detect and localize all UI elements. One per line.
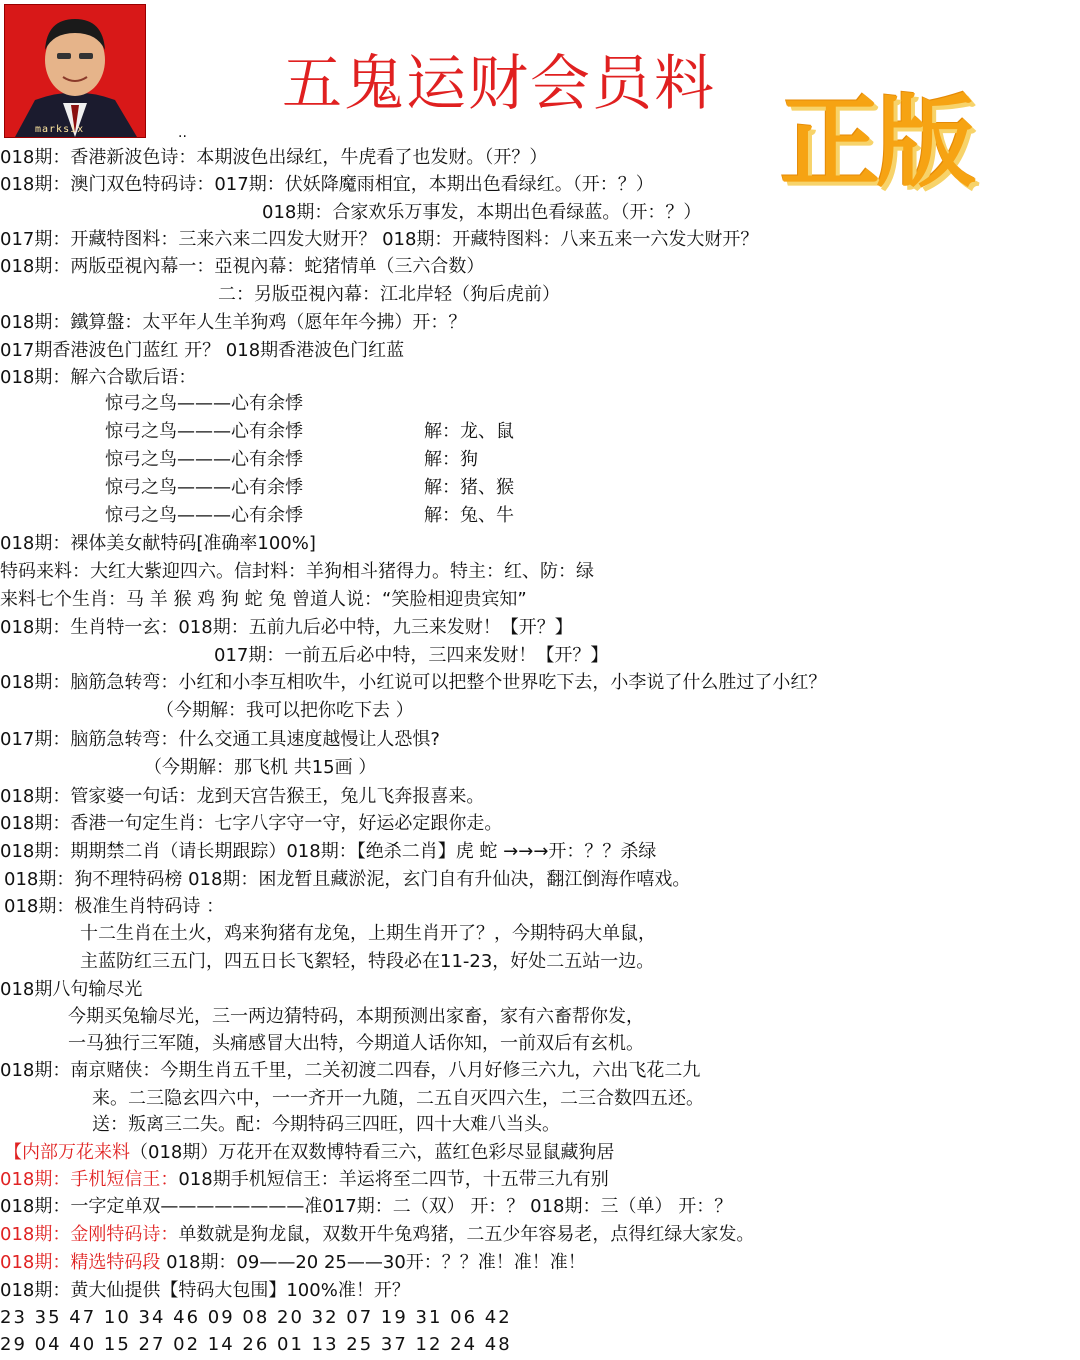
shouji-label: 018期：手机短信王：: [0, 1169, 179, 1190]
shouji-text: 018期手机短信王：羊运将至二四节，十五带三九有别: [178, 1169, 609, 1190]
jingxuan-line: [0, 1252, 586, 1274]
text-line: 十二生肖在土火，鸡来狗猪有龙兔，上期生肖开了？，今期特码大单鼠，: [80, 923, 656, 944]
jingang-line: [0, 1224, 754, 1246]
text-line: 惊弓之鸟———心有余悸: [105, 477, 303, 498]
jingxuan-text: 018期：09——20 25——30开：？？准！准！准！: [160, 1252, 586, 1273]
text-line: 018期：期期禁二肖（请长期跟踪）018期：【绝杀二肖】虎 蛇 →→→开：？？杀绿: [0, 841, 657, 862]
text-line: 主蓝防红三五门，四五日长飞絮轻，特段必在11-23，好处二五站一边。: [80, 951, 655, 972]
text-line: 018期：合家欢乐万事发，本期出色看绿蓝。（开：？）: [262, 202, 702, 223]
portrait-photo: [4, 4, 146, 138]
shouji-line: [0, 1169, 609, 1191]
text-line: 018期：极准生肖特码诗 ：: [4, 896, 225, 917]
text-line: 018期八句输尽光: [0, 979, 143, 1000]
text-line: 018期：生肖特一玄：018期：五前九后必中特，九三来发财！【开？】: [0, 617, 573, 638]
text-line: 解：猪、猴: [424, 477, 514, 498]
portrait-illustration: [5, 5, 145, 137]
number-row: 29 04 40 15 27 02 14 26 01 13 25 37 12 24 48: [0, 1334, 512, 1355]
text-line: 解：狗: [424, 449, 478, 470]
text-line: 018期：黄大仙提供【特码大包围】100%准！开？: [0, 1280, 410, 1301]
text-line: 017期：脑筋急转弯：什么交通工具速度越慢让人恐惧?: [0, 729, 440, 750]
text-line: 018期：鐵算盤：太平年人生羊狗鸡（愿年年今拂）开：？: [0, 312, 467, 333]
page-title: 五鬼运财会员料: [282, 49, 716, 119]
text-line: 解：兔、牛: [424, 505, 514, 526]
text-line: 017期香港波色门蓝红 开？ 018期香港波色门红蓝: [0, 340, 405, 361]
text-line: 018期：香港新波色诗：本期波色出绿红，牛虎看了也发财。（开？）: [0, 147, 548, 168]
photo-caption: marksix: [35, 124, 85, 135]
text-line: 惊弓之鸟———心有余悸: [105, 449, 303, 470]
text-line: 二：另版亞視內幕：江北岸轻（狗后虎前）: [218, 284, 560, 305]
text-line: 018期：解六合歇后语：: [0, 367, 197, 388]
text-line: 惊弓之鸟———心有余悸: [105, 421, 303, 442]
text-line: 来。二三隐玄四六中，一一齐开一九随，二五自灭四六生，二三合数四五还。: [92, 1088, 704, 1109]
neibu-text: （018期）万花开在双数博特看三六，蓝红色彩尽显鼠藏狗居: [130, 1142, 615, 1163]
text-line: 惊弓之鸟———心有余悸: [105, 393, 303, 414]
text-line: （今期解：我可以把你吃下去 ）: [156, 700, 414, 721]
neibu-label: 【内部万花来料: [4, 1142, 130, 1163]
neibu-line: [4, 1142, 614, 1164]
jingang-text: 单数就是狗龙鼠，双数开牛兔鸡猪，二五少年容易老，点得红绿大家发。: [178, 1224, 755, 1245]
number-row: 23 35 47 10 34 46 09 08 20 32 07 19 31 06 42: [0, 1307, 512, 1328]
text-line: 018期：管家婆一句话：龙到天宫告猴王，兔儿飞奔报喜来。: [0, 786, 485, 807]
text-line: 018期：狗不理特码榜 018期：困龙暂且藏淤泥，玄门自有升仙决，翻江倒海作嘻戏。: [4, 869, 691, 890]
text-line: 018期：香港一句定生肖：七字八字守一守，好运必定跟你走。: [0, 813, 503, 834]
text-line: 一马独行三军随，头痛感冒大出特，今期道人话你知，一前双后有玄机。: [68, 1033, 644, 1054]
text-line: 送：叛离三二失。配：今期特码三四旺，四十大难八当头。: [92, 1114, 560, 1135]
text-line: 今期买兔输尽光，三一两边猜特码，本期预测出家畜，家有六畜帮你发，: [68, 1006, 644, 1027]
text-line: 018期：一字定单双————————准017期：二（双） 开：？ 018期：三（单） 开：？: [0, 1196, 733, 1217]
text-line: （今期解：那飞机 共15画 ）: [144, 757, 377, 778]
genuine-stamp: 正版: [780, 84, 972, 201]
text-line: 特码来料：大红大紫迎四六。信封料：羊狗相斗猪得力。特主：红、防：绿: [0, 561, 594, 582]
jingxuan-label: 018期：精选特码段: [0, 1252, 161, 1273]
text-line: 018期：裸体美女献特码[准确率100%]: [0, 533, 316, 554]
text-line: 018期：两版亞視內幕一：亞視內幕：蛇猪情单（三六合数）: [0, 256, 485, 277]
text-line: 解：龙、鼠: [424, 421, 514, 442]
text-line: 018期：澳门双色特码诗：017期：伏妖降魔雨相宜，本期出色看绿红。（开：？）: [0, 174, 654, 195]
text-line: 来料七个生肖：马 羊 猴 鸡 狗 蛇 兔 曾道人说：“笑脸相迎贵宾知”: [0, 589, 527, 610]
text-line: 惊弓之鸟———心有余悸: [105, 505, 303, 526]
text-line: 017期：一前五后必中特，三四来发财！【开？】: [214, 645, 609, 666]
text-line: 018期：脑筋急转弯：小红和小李互相吹牛，小红说可以把整个世界吃下去，小李说了什么胜过了小红？: [0, 672, 827, 693]
jingang-label: 018期：金刚特码诗：: [0, 1224, 179, 1245]
dots-mark: ..: [178, 125, 187, 141]
text-line: 017期：开藏特图料：三来六来二四发大财开？ 018期：开藏特图料：八来五来一六发大财开？: [0, 229, 759, 250]
text-line: 018期：南京赌侠：今期生肖五千里，二关初渡二四春，八月好修三六九，六出飞花二九: [0, 1060, 701, 1081]
